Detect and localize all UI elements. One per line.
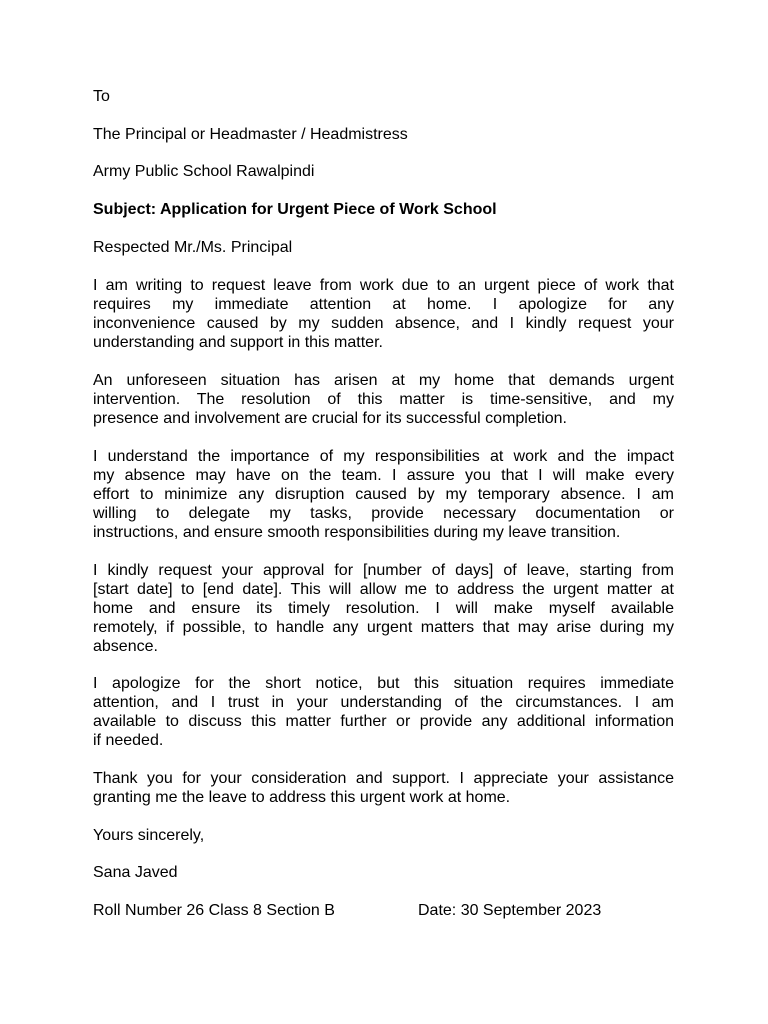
paragraph-line: inconvenience caused by my sudden absence, and I kindly request your bbox=[93, 315, 674, 332]
paragraph-line: requires my immediate attention at home. I apologize for any bbox=[93, 296, 674, 313]
sender-details: Roll Number 26 Class 8 Section B bbox=[93, 902, 335, 919]
paragraph-line: if needed. bbox=[93, 732, 164, 749]
paragraph-line: I kindly request your approval for [number of days] of leave, starting from bbox=[93, 562, 674, 579]
paragraph-line: remotely, if possible, to handle any urgent matters that may arise during my bbox=[93, 619, 674, 636]
sender-name: Sana Javed bbox=[93, 864, 178, 881]
paragraph-line: willing to delegate my tasks, provide necessary documentation or bbox=[93, 505, 674, 522]
paragraph bbox=[93, 371, 674, 428]
paragraph bbox=[93, 674, 674, 750]
paragraph-line: Thank you for your consideration and support. I appreciate your assistance bbox=[93, 770, 674, 787]
paragraph-line: absence. bbox=[93, 638, 158, 655]
paragraph bbox=[93, 769, 674, 807]
paragraph-line: understanding and support in this matter. bbox=[93, 334, 383, 351]
paragraph-line: I understand the importance of my responsibilities at work and the impact bbox=[93, 448, 674, 465]
recipient: The Principal or Headmaster / Headmistress bbox=[93, 126, 408, 143]
salutation: Respected Mr./Ms. Principal bbox=[93, 239, 293, 256]
paragraph-line: available to discuss this matter further or provide any additional information bbox=[93, 713, 674, 730]
paragraph-line: granting me the leave to address this urgent work at home. bbox=[93, 789, 511, 806]
paragraph-line: my absence may have on the team. I assure you that I will make every bbox=[93, 467, 674, 484]
paragraph-line: An unforeseen situation has arisen at my home that demands urgent bbox=[93, 372, 674, 389]
paragraph-line: attention, and I trust in your understanding of the circumstances. I am bbox=[93, 694, 674, 711]
paragraph-line: home and ensure its timely resolution. I will make myself available bbox=[93, 600, 674, 617]
paragraph-line: I apologize for the short notice, but this situation requires immediate bbox=[93, 675, 674, 692]
paragraph bbox=[93, 447, 674, 542]
paragraph-line: [start date] to [end date]. This will allow me to address the urgent matter at bbox=[93, 581, 674, 598]
letter-date: Date: 30 September 2023 bbox=[418, 902, 602, 919]
paragraph-line: I am writing to request leave from work due to an urgent piece of work that bbox=[93, 277, 674, 294]
closing: Yours sincerely, bbox=[93, 827, 205, 844]
subject-line: Subject: Application for Urgent Piece of Work School bbox=[93, 201, 497, 218]
school-name: Army Public School Rawalpindi bbox=[93, 163, 315, 180]
paragraph-line: presence and involvement are crucial for its successful completion. bbox=[93, 410, 567, 427]
addressee-to: To bbox=[93, 88, 110, 105]
paragraph bbox=[93, 276, 674, 352]
paragraph bbox=[93, 561, 674, 656]
paragraph-line: intervention. The resolution of this matter is time-sensitive, and my bbox=[93, 391, 674, 408]
paragraph-line: instructions, and ensure smooth responsibilities during my leave transition. bbox=[93, 524, 621, 541]
paragraph-line: effort to minimize any disruption caused by my temporary absence. I am bbox=[93, 486, 674, 503]
